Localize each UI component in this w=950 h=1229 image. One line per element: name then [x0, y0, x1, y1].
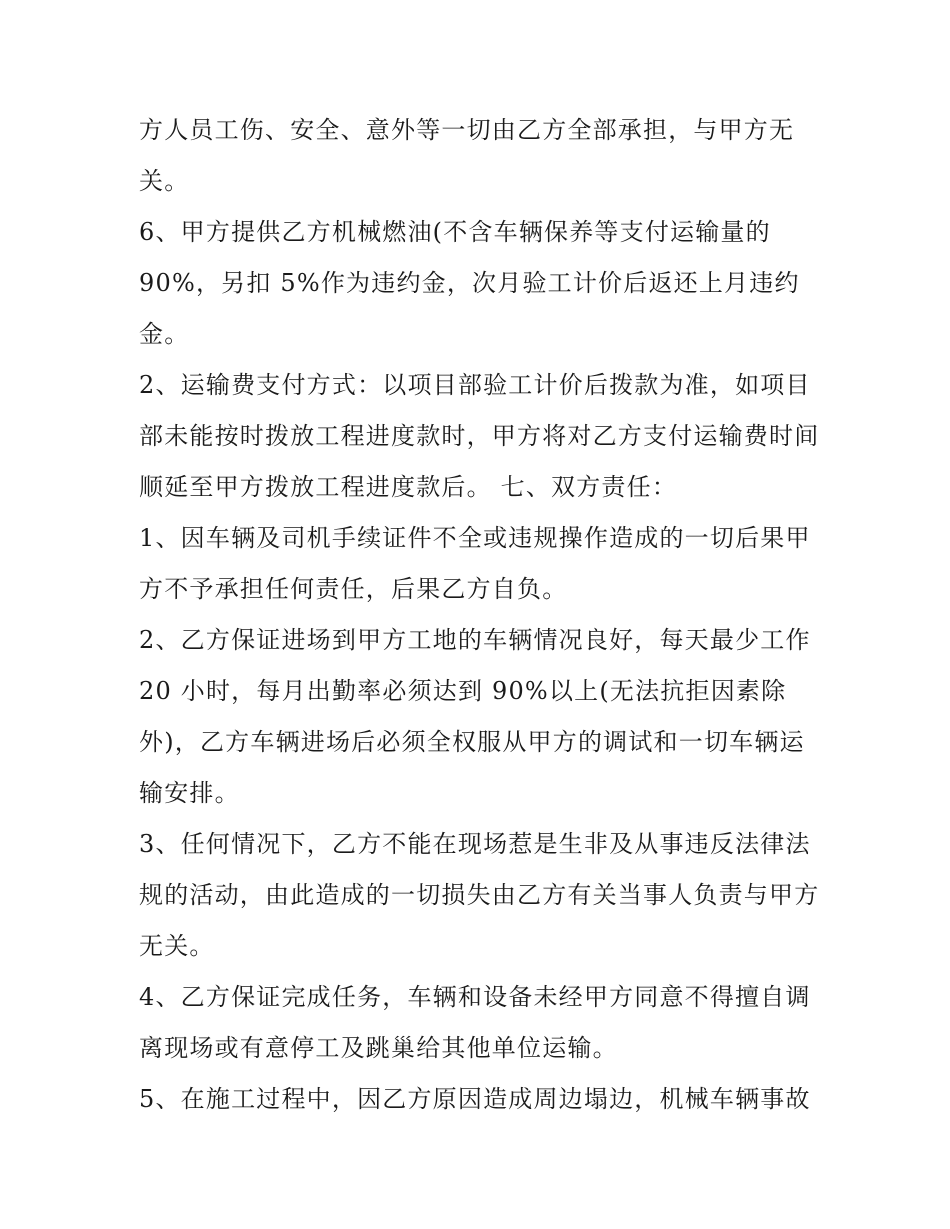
text-line: 金。 [139, 320, 190, 348]
text-line: 6、甲方提供乙方机械燃油(不含车辆保养等支付运输量的 [139, 218, 771, 246]
text-line: 1、因车辆及司机手续证件不全或违规操作造成的一切后果甲 [139, 524, 811, 552]
text-line: 90%，另扣 5%作为违约金，次月验工计价后返还上月违约 [139, 269, 800, 297]
text-line: 输安排。 [139, 779, 240, 807]
text-line: 4、乙方保证完成任务，车辆和设备未经甲方同意不得擅自调 [139, 983, 811, 1011]
text-line: 无关。 [139, 932, 215, 960]
text-line: 3、任何情况下，乙方不能在现场惹是生非及从事违反法律法 [139, 830, 811, 858]
text-line: 2、乙方保证进场到甲方工地的车辆情况良好，每天最少工作 [139, 626, 811, 654]
text-line: 2、运输费支付方式：以项目部验工计价后拨款为准，如项目 [139, 371, 811, 399]
text-line: 5、在施工过程中，因乙方原因造成周边塌边，机械车辆事故 [139, 1085, 811, 1113]
text-line: 外)，乙方车辆进场后必须全权服从甲方的调试和一切车辆运 [139, 728, 805, 756]
text-line: 顺延至甲方拨放工程进度款后。 七、双方责任： [139, 473, 678, 501]
text-line: 规的活动，由此造成的一切损失由乙方有关当事人负责与甲方 [139, 881, 820, 909]
text-line: 关。 [139, 167, 190, 195]
text-line: 方人员工伤、安全、意外等一切由乙方全部承担，与甲方无 [139, 116, 795, 144]
text-line: 20 小时，每月出勤率必须达到 90%以上(无法抗拒因素除 [139, 677, 787, 705]
text-line: 部未能按时拨放工程进度款时，甲方将对乙方支付运输费时间 [139, 422, 820, 450]
text-line: 方不予承担任何责任，后果乙方自负。 [139, 575, 568, 603]
text-line: 离现场或有意停工及跳巢给其他单位运输。 [139, 1034, 618, 1062]
